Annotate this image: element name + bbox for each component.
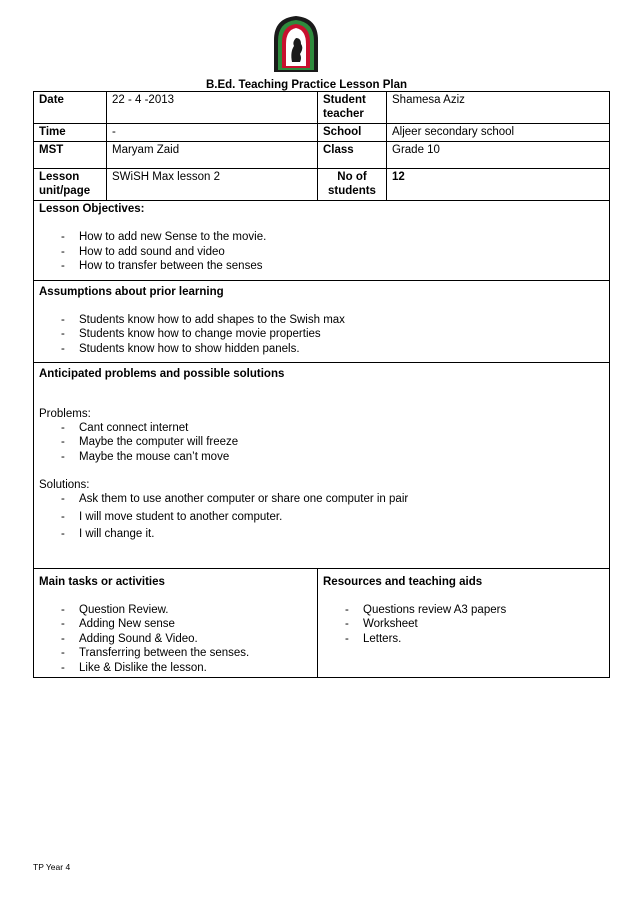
- row-mst: [34, 142, 610, 169]
- no-of-students-value: 12: [387, 169, 610, 201]
- lesson-plan-table: [33, 91, 610, 678]
- row-objectives: [34, 201, 610, 281]
- date-label: Date: [34, 92, 107, 124]
- document-title: B.Ed. Teaching Practice Lesson Plan: [205, 79, 408, 91]
- lesson-unit-label: Lesson unit/page: [34, 169, 107, 201]
- institution-logo-icon: [270, 14, 322, 76]
- row-problems: [34, 362, 610, 568]
- tasks-section: [34, 568, 318, 678]
- resources-list: [323, 603, 604, 647]
- class-value: Grade 10: [387, 142, 610, 169]
- list-item: - Like & Dislike the lesson.: [61, 661, 312, 676]
- school-value: Aljeer secondary school: [387, 124, 610, 142]
- no-of-students-label: No of students: [318, 169, 387, 201]
- problems-list: [39, 421, 604, 465]
- tasks-list: [39, 603, 312, 676]
- mst-label: MST: [34, 142, 107, 169]
- list-item: - Cant connect internet: [61, 421, 604, 436]
- page-footer: TP Year 4: [33, 862, 71, 872]
- solutions-label: Solutions:: [39, 479, 90, 491]
- objectives-list: [39, 230, 604, 274]
- list-item: - Maybe the mouse can’t move: [61, 450, 604, 465]
- problems-solutions-heading: Anticipated problems and possible solutions: [39, 367, 285, 380]
- mst-value: Maryam Zaid: [107, 142, 318, 169]
- row-date: [34, 92, 610, 124]
- list-item: - Adding New sense: [61, 617, 312, 632]
- list-item: - Worksheet: [345, 617, 604, 632]
- row-tasks-resources: [34, 568, 610, 678]
- list-item: - Transferring between the senses.: [61, 646, 312, 661]
- assumptions-section: [34, 280, 610, 362]
- list-item: - Students know how to add shapes to the Swish max: [61, 313, 604, 328]
- list-item: - Ask them to use another computer or share one computer in pair: [61, 492, 604, 507]
- list-item: - Maybe the computer will freeze: [61, 435, 604, 450]
- time-value: -: [107, 124, 318, 142]
- time-label: Time: [34, 124, 107, 142]
- row-time: [34, 124, 610, 142]
- assumptions-heading: Assumptions about prior learning: [39, 285, 224, 298]
- assumptions-list: [39, 313, 604, 357]
- list-item: - Questions review A3 papers: [345, 603, 604, 618]
- list-item: - How to add sound and video: [61, 245, 604, 260]
- lesson-unit-value: SWiSH Max lesson 2: [107, 169, 318, 201]
- solutions-list: [39, 492, 604, 542]
- student-teacher-label: Student teacher: [318, 92, 387, 124]
- objectives-section: [34, 201, 610, 281]
- list-item: - I will change it.: [61, 527, 604, 542]
- class-label: Class: [318, 142, 387, 169]
- student-teacher-value: Shamesa Aziz: [387, 92, 610, 124]
- resources-heading: Resources and teaching aids: [323, 575, 483, 588]
- school-label: School: [318, 124, 387, 142]
- tasks-heading: Main tasks or activities: [39, 575, 165, 588]
- list-item: - Students know how to change movie properties: [61, 327, 604, 342]
- row-lesson: [34, 169, 610, 201]
- problems-label: Problems:: [39, 407, 91, 420]
- list-item: - I will move student to another computer.: [61, 510, 604, 525]
- objectives-heading: Lesson Objectives:: [39, 203, 145, 215]
- resources-section: [318, 568, 610, 678]
- list-item: - Letters.: [345, 632, 604, 647]
- list-item: - How to add new Sense to the movie.: [61, 230, 604, 245]
- list-item: - Students know how to show hidden panels.: [61, 342, 604, 357]
- list-item: - How to transfer between the senses: [61, 259, 604, 274]
- list-item: - Adding Sound & Video.: [61, 632, 312, 647]
- row-assumptions: [34, 280, 610, 362]
- date-value: 22 - 4 -2013: [107, 92, 318, 124]
- problems-solutions-section: [34, 362, 610, 568]
- list-item: - Question Review.: [61, 603, 312, 618]
